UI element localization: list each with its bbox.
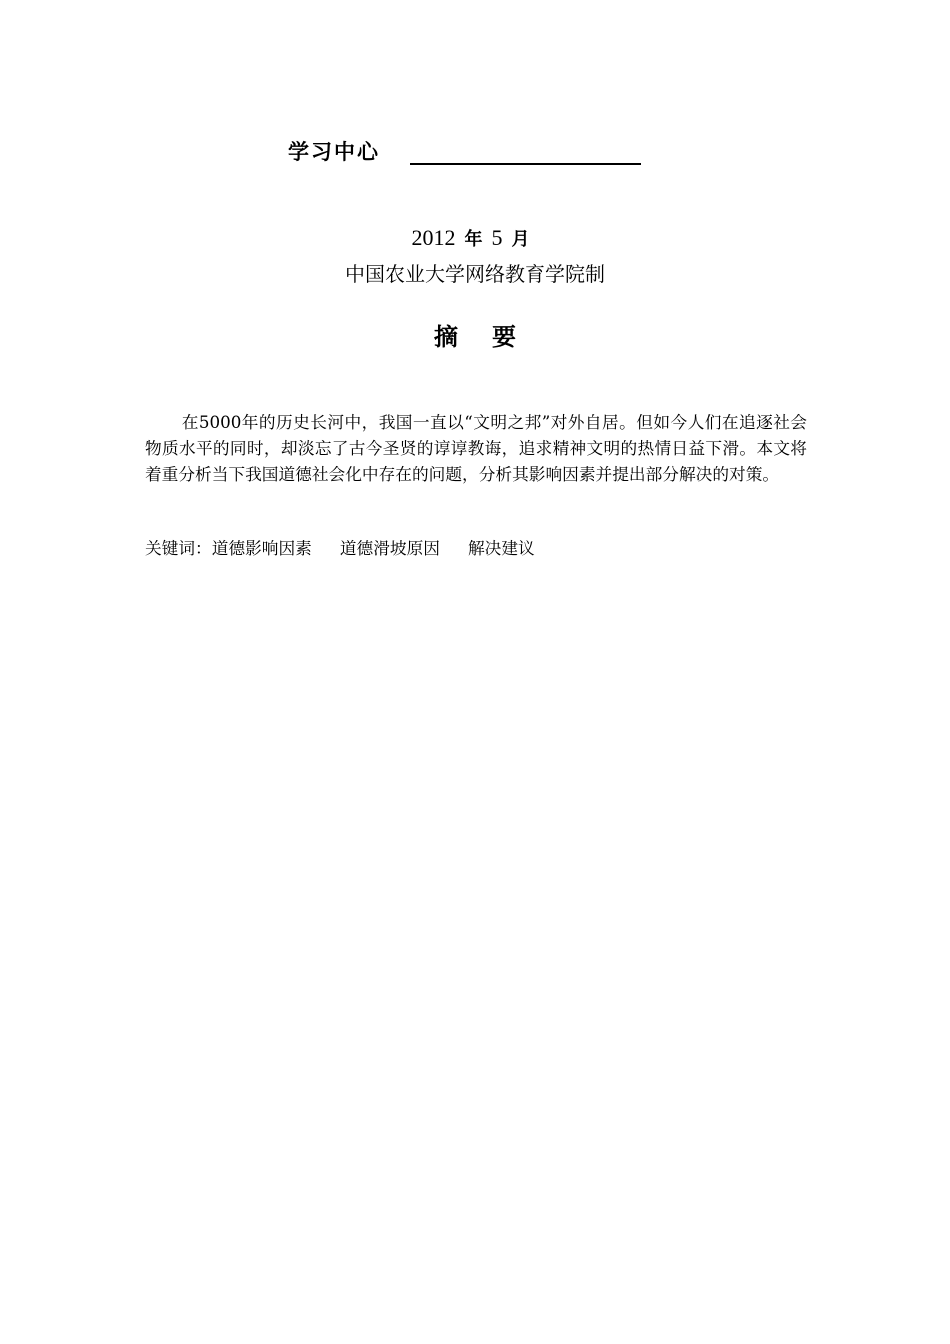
keywords-label: 关键词：	[145, 538, 212, 558]
study-center-blank-line	[410, 163, 641, 165]
abstract-title	[0, 320, 950, 354]
date-year-unit: 年	[464, 229, 483, 250]
institution-name: 中国农业大学网络教育学院制	[345, 262, 605, 286]
keyword-item: 道德滑坡原因	[339, 538, 440, 558]
keyword-item: 解决建议	[468, 538, 535, 558]
keywords-line	[145, 535, 563, 561]
study-center-label: 学习中心	[288, 140, 380, 164]
abstract-title-char-1: 摘	[434, 323, 458, 351]
date-line	[0, 224, 950, 254]
abstract-body: 在5000年的历史长河中，我国一直以“文明之邦”对外自居。但如今人们在追逐社会物质水平的同时，却淡忘了古今圣贤的谆谆教诲，追求精神文明的热情日益下滑。本文将着重分析当下我国道德社会化中存在的问题，分析其影响因素并提出部分解决的对策。	[145, 412, 807, 484]
date-month-unit: 月	[511, 229, 530, 250]
study-center-row	[288, 136, 641, 166]
date-month: 5	[491, 225, 503, 250]
date-year: 2012	[411, 225, 456, 250]
abstract-title-char-2: 要	[492, 323, 516, 351]
keyword-item: 道德影响因素	[211, 538, 312, 558]
